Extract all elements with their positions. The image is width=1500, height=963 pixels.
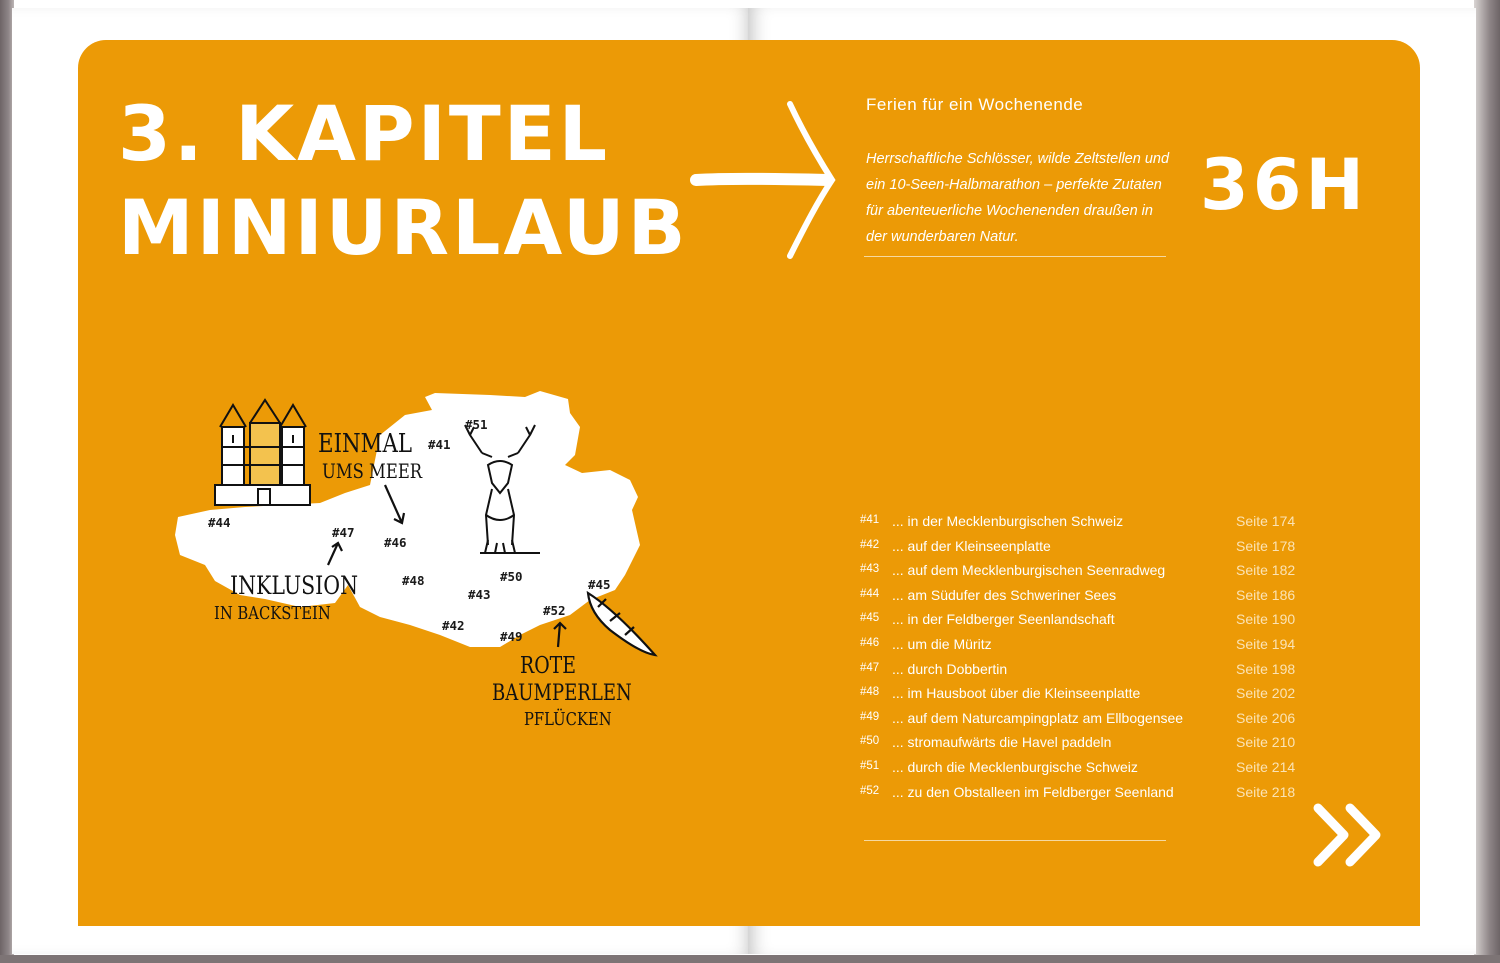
intro-text: Herrschaftliche Schlösser, wilde Zeltstellen und ein 10-Seen-Halbmarathon – perfekte Zutaten für abenteuerliche Wochenenden draußen in der wunderbaren Natur. bbox=[866, 151, 1170, 245]
toc-number: #42 bbox=[860, 538, 880, 551]
toc-number: #50 bbox=[860, 735, 880, 748]
marker-45: #45 bbox=[588, 577, 611, 592]
toc-row[interactable] bbox=[860, 781, 1310, 806]
toc-row[interactable] bbox=[860, 584, 1310, 609]
marker-49: #49 bbox=[500, 629, 523, 644]
toc-row[interactable] bbox=[860, 756, 1310, 781]
toc-number: #45 bbox=[860, 612, 880, 625]
marker-41: #41 bbox=[428, 437, 451, 452]
toc-number: #51 bbox=[860, 759, 880, 772]
toc-row[interactable] bbox=[860, 731, 1310, 756]
toc-title: ... zu den Obstalleen im Feldberger Seenland bbox=[892, 783, 1174, 800]
chapter-number: 3. KAPITEL bbox=[118, 89, 611, 178]
double-chevron-icon bbox=[1310, 800, 1390, 870]
boat-icon bbox=[588, 593, 655, 655]
toc-page: Seite 186 bbox=[1236, 586, 1296, 603]
marker-47: #47 bbox=[332, 525, 355, 540]
toc-row[interactable] bbox=[860, 510, 1310, 535]
duration-badge: 36H bbox=[1200, 144, 1368, 226]
arrow-right-icon bbox=[690, 96, 850, 266]
label-inklusion: INKLUSION bbox=[230, 571, 359, 600]
book-edge-right bbox=[1474, 0, 1500, 963]
toc-page: Seite 190 bbox=[1236, 611, 1296, 628]
divider-bottom bbox=[864, 840, 1166, 841]
toc-row[interactable] bbox=[860, 658, 1310, 683]
toc-number: #47 bbox=[860, 661, 880, 674]
toc-row[interactable] bbox=[860, 633, 1310, 658]
marker-50: #50 bbox=[500, 569, 523, 584]
divider-top bbox=[864, 256, 1166, 257]
toc-title: ... im Hausboot über die Kleinseenplatte bbox=[892, 685, 1141, 702]
toc-title: ... durch die Mecklenburgische Schweiz bbox=[892, 758, 1138, 775]
section-subtitle: Ferien für ein Wochenende bbox=[866, 95, 1084, 114]
marker-48: #48 bbox=[402, 573, 425, 588]
table-of-contents bbox=[860, 510, 1310, 805]
toc-title: ... stromaufwärts die Havel paddeln bbox=[892, 734, 1112, 751]
toc-row[interactable] bbox=[860, 608, 1310, 633]
toc-page: Seite 214 bbox=[1236, 758, 1296, 775]
toc-row[interactable] bbox=[860, 707, 1310, 732]
toc-page: Seite 202 bbox=[1236, 685, 1296, 702]
marker-51: #51 bbox=[465, 417, 488, 432]
marker-42: #42 bbox=[442, 618, 465, 633]
toc-page: Seite 194 bbox=[1236, 635, 1296, 652]
castle-icon bbox=[215, 400, 310, 505]
marker-44: #44 bbox=[208, 515, 231, 530]
toc-number: #52 bbox=[860, 784, 880, 797]
book-edge-bottom bbox=[0, 955, 1500, 963]
toc-row[interactable] bbox=[860, 535, 1310, 560]
marker-52: #52 bbox=[543, 603, 566, 618]
label-in-backstein: IN BACKSTEIN bbox=[214, 603, 331, 624]
toc-row[interactable] bbox=[860, 559, 1310, 584]
marker-43: #43 bbox=[468, 587, 491, 602]
toc-page: Seite 218 bbox=[1236, 783, 1296, 800]
label-pfluecken: PFLÜCKEN bbox=[524, 709, 612, 730]
toc-number: #48 bbox=[860, 686, 880, 699]
label-baumperlen: BAUMPERLEN bbox=[492, 681, 632, 706]
toc-title: ... in der Feldberger Seenlandschaft bbox=[892, 611, 1115, 628]
toc-number: #44 bbox=[860, 587, 880, 600]
toc-page: Seite 178 bbox=[1236, 537, 1296, 554]
toc-title: ... am Südufer des Schweriner Sees bbox=[892, 586, 1117, 603]
toc-page: Seite 182 bbox=[1236, 562, 1296, 579]
toc-row[interactable] bbox=[860, 682, 1310, 707]
toc-page: Seite 174 bbox=[1236, 513, 1296, 529]
label-ums-meer: UMS MEER bbox=[322, 459, 423, 483]
toc-title: ... auf dem Mecklenburgischen Seenradweg bbox=[892, 562, 1166, 579]
toc-title: ... um die Müritz bbox=[892, 635, 992, 652]
toc-page: Seite 210 bbox=[1236, 734, 1296, 751]
toc-number: #49 bbox=[860, 710, 880, 723]
label-einmal: EINMAL bbox=[318, 429, 413, 459]
toc-number: #46 bbox=[860, 636, 880, 649]
chapter-title: MINIURLAUB bbox=[118, 183, 689, 272]
toc-page: Seite 198 bbox=[1236, 660, 1296, 677]
toc-number: #43 bbox=[860, 563, 880, 576]
toc-page: Seite 206 bbox=[1236, 709, 1296, 726]
toc-title: ... auf der Kleinseenplatte bbox=[892, 537, 1051, 554]
toc-title: ... durch Dobbertin bbox=[892, 660, 1008, 677]
label-rote: ROTE bbox=[520, 653, 577, 679]
toc-title: ... in der Mecklenburgischen Schweiz bbox=[892, 513, 1124, 529]
map-illustration bbox=[170, 385, 670, 749]
toc-title: ... auf dem Naturcampingplatz am Ellbogensee bbox=[892, 709, 1184, 726]
marker-46: #46 bbox=[384, 535, 407, 550]
toc-number: #41 bbox=[860, 514, 880, 526]
